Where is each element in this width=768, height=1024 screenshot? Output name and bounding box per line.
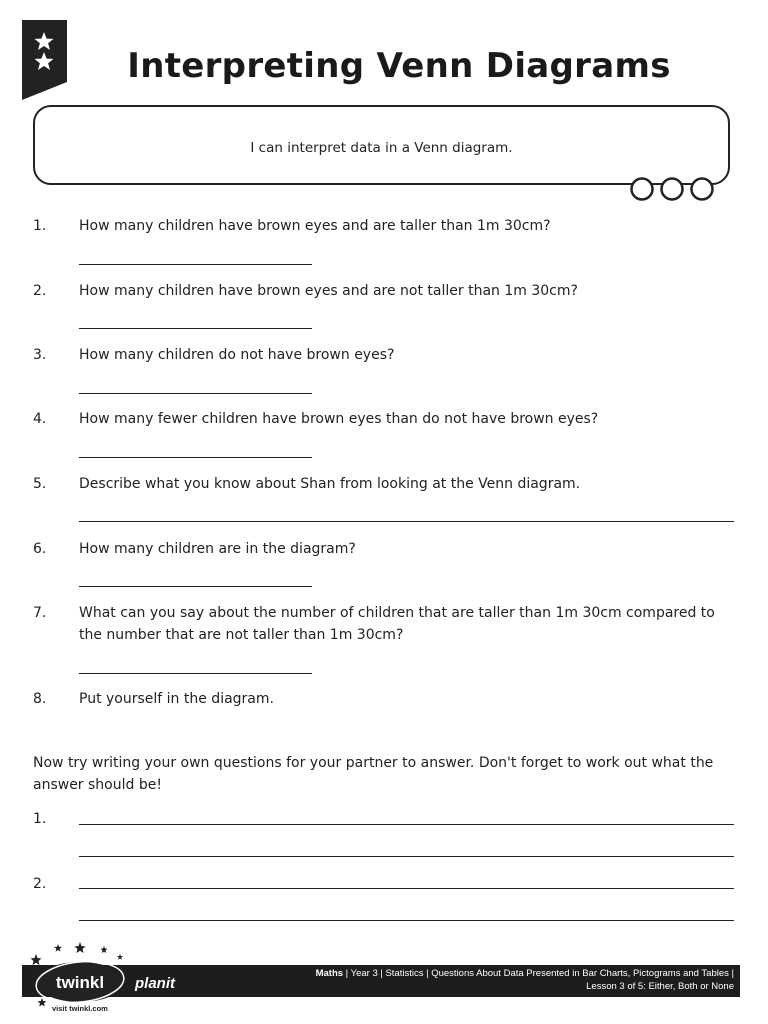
own-question-2-line-a[interactable]	[79, 888, 734, 889]
answer-line-6[interactable]	[79, 586, 312, 587]
question-number: 5.	[33, 476, 47, 492]
question-text: How many children have brown eyes and are taller than 1m 30cm?	[79, 218, 551, 234]
question-number: 8.	[33, 691, 47, 707]
question-number: 1.	[33, 218, 47, 234]
own-question-1-line-b[interactable]	[79, 856, 734, 857]
question-text: What can you say about the number of children that are taller than 1m 30cm compared to the number that are not taller than 1m 30cm?	[79, 605, 715, 643]
question-text: How many children do not have brown eyes?	[79, 347, 395, 363]
decorative-circles	[629, 176, 715, 202]
visit-twinkl-text: visit twinkl.com	[52, 1004, 108, 1013]
question-text: Describe what you know about Shan from looking at the Venn diagram.	[79, 476, 581, 492]
own-question-2-line-b[interactable]	[79, 920, 734, 921]
question-number: 1.	[33, 811, 47, 827]
planit-logo-text: planit	[135, 975, 175, 992]
footer-subject: Maths	[315, 968, 344, 979]
own-question-1-line-a[interactable]	[79, 824, 734, 825]
twinkl-logo-text: twinkl	[55, 973, 105, 992]
question-text: Put yourself in the diagram.	[79, 691, 274, 707]
question-number: 4.	[33, 411, 47, 427]
answer-line-7[interactable]	[79, 673, 312, 674]
question-number: 2.	[33, 283, 47, 299]
answer-line-3[interactable]	[79, 393, 312, 394]
learning-objective: I can interpret data in a Venn diagram.	[250, 140, 513, 156]
footer-breadcrumb	[316, 967, 734, 993]
own-questions-intro: Now try writing your own questions for your partner to answer. Don't forget to work out what the answer should be!	[33, 755, 714, 793]
question-number: 3.	[33, 347, 47, 363]
question-number: 2.	[33, 876, 47, 892]
answer-line-1[interactable]	[79, 264, 312, 265]
question-text: How many children are in the diagram?	[79, 541, 356, 557]
footer-breadcrumb-line1: | Year 3 | Statistics | Questions About Data Presented in Bar Charts, Pictograms and Tables |	[343, 968, 734, 979]
question-text: How many fewer children have brown eyes than do not have brown eyes?	[79, 411, 599, 427]
question-number: 7.	[33, 605, 47, 621]
question-number: 6.	[33, 541, 47, 557]
learning-objective-box	[33, 105, 730, 185]
footer-breadcrumb-line2: Lesson 3 of 5: Either, Both or None	[586, 981, 734, 992]
question-text: How many children have brown eyes and are not taller than 1m 30cm?	[79, 283, 578, 299]
page-title: Interpreting Venn Diagrams	[127, 46, 671, 86]
answer-line-4[interactable]	[79, 457, 312, 458]
answer-line-2[interactable]	[79, 328, 312, 329]
answer-line-5[interactable]	[79, 521, 734, 522]
